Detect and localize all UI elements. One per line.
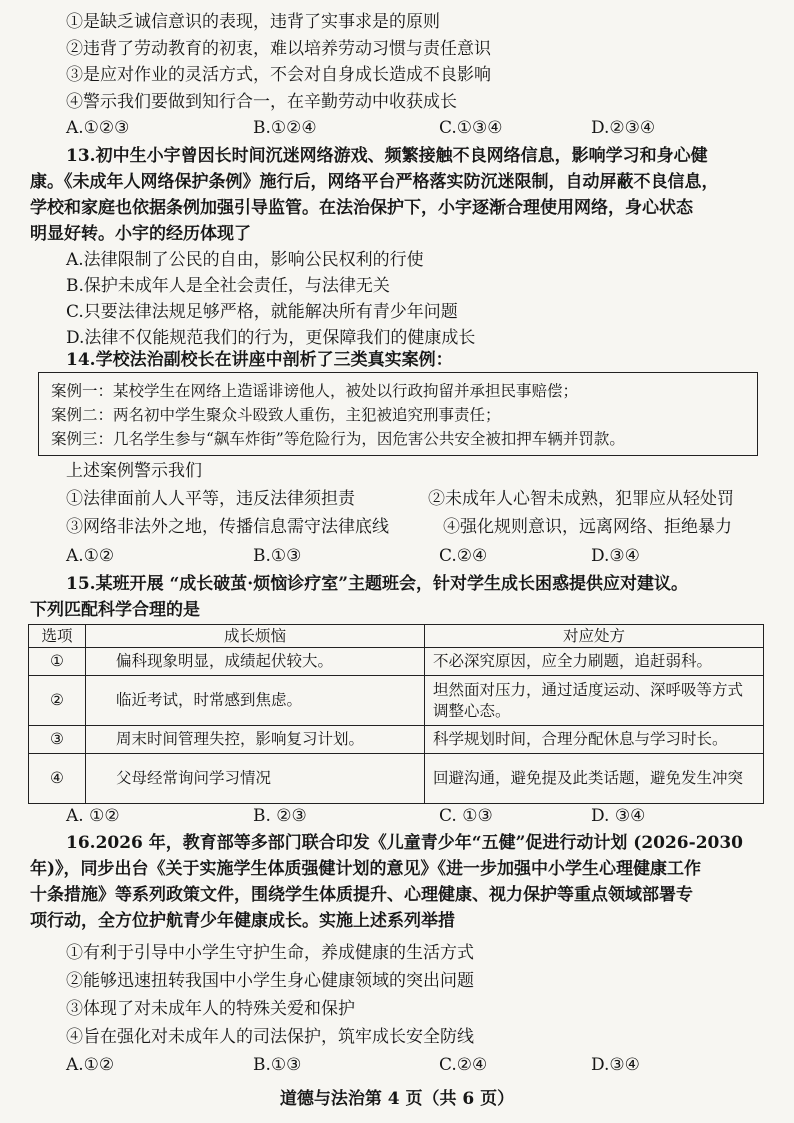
q16-option-d: D.③④	[591, 1055, 640, 1075]
q16-option-c: C.②④	[439, 1055, 488, 1075]
q14-options	[66, 545, 766, 567]
table-cell-option: ④	[29, 754, 86, 804]
q15-option-c: C. ①③	[439, 806, 493, 826]
table-cell-option: ①	[29, 648, 86, 676]
q13-stem-3: 学校和家庭也依据条例加强引导监管。在法治保护下，小宇逐渐合理使用网络，身心状态	[30, 198, 693, 218]
q13-option-d: D.法律不仅能规范我们的行为，更保障我们的健康成长	[66, 328, 476, 348]
table-cell-remedy: 回避沟通，避免提及此类话题，避免发生冲突	[425, 754, 764, 804]
table-row	[29, 648, 764, 676]
q14-case-box	[38, 372, 758, 456]
q16-item-3: ③体现了对未成年人的特殊关爱和保护	[66, 999, 355, 1019]
q14-case-3: 案例三：几名学生参与“飙车炸街”等危险行为，因危害公共安全被扣押车辆并罚款。	[51, 430, 625, 448]
q14-item-1: ①法律面前人人平等，违反法律须担责	[66, 489, 355, 509]
table-cell-trouble: 父母经常询问学习情况	[86, 754, 425, 804]
table-cell-trouble: 周末时间管理失控，影响复习计划。	[86, 726, 425, 754]
page-footer: 道德与法治第 4 页（共 6 页）	[279, 1089, 515, 1109]
q15-option-a: A. ①②	[66, 806, 120, 826]
table-row	[29, 726, 764, 754]
q13-stem-4: 明显好转。小宇的经历体现了	[30, 224, 251, 244]
q16-option-b: B.①③	[253, 1055, 302, 1075]
table-cell-remedy: 不必深究原因，应全力刷题，追赶弱科。	[425, 648, 764, 676]
table-cell-option: ③	[29, 726, 86, 754]
q14-option-a: A.①②	[66, 546, 115, 566]
q13-stem-2: 康。《未成年人网络保护条例》施行后，网络平台严格落实防沉迷限制，自动屏蔽不良信息，	[30, 172, 719, 192]
table-row	[29, 676, 764, 726]
q13-option-a: A.法律限制了公民的自由，影响公民权利的行使	[66, 250, 424, 270]
table-header-row	[29, 625, 764, 648]
q15-stem-1: 15.某班开展 “成长破茧·烦恼诊疗室”主题班会，针对学生成长困惑提供应对建议。	[66, 574, 688, 594]
q16-item-2: ②能够迅速扭转我国中小学生身心健康领域的突出问题	[66, 971, 474, 991]
q15-stem-2: 下列匹配科学合理的是	[30, 600, 200, 620]
q15-option-d: D. ③④	[591, 806, 646, 826]
q13-option-b: B.保护未成年人是全社会责任，与法律无关	[66, 276, 390, 296]
q14-option-c: C.②④	[439, 546, 488, 566]
q13-stem-1: 13.初中生小宇曾因长时间沉迷网络游戏、频繁接触不良网络信息，影响学习和身心健	[66, 146, 708, 166]
table-cell-trouble: 临近考试，时常感到焦虑。	[86, 676, 425, 726]
q16-item-1: ①有利于引导中小学生守护生命，养成健康的生活方式	[66, 943, 474, 963]
table-cell-trouble: 偏科现象明显，成绩起伏较大。	[86, 648, 425, 676]
q12-item-4: ④警示我们要做到知行合一，在辛勤劳动中收获成长	[66, 92, 457, 112]
q13-option-c: C.只要法律法规足够严格，就能解决所有青少年问题	[66, 302, 458, 322]
q14-lead: 上述案例警示我们	[66, 461, 202, 481]
q12-option-c: C.①③④	[439, 118, 503, 138]
q14-case-2: 案例二：两名初中学生聚众斗殴致人重伤，主犯被追究刑事责任；	[51, 406, 501, 424]
table-header: 成长烦恼	[86, 625, 425, 648]
q16-stem-3: 十条措施》等系列政策文件，围绕学生体质提升、心理健康、视力保护等重点领域部署专	[30, 885, 693, 905]
table-row	[29, 754, 764, 804]
q15-option-b: B. ②③	[253, 806, 307, 826]
q14-stem: 14.学校法治副校长在讲座中剖析了三类真实案例：	[66, 350, 453, 370]
q12-item-3: ③是应对作业的灵活方式，不会对自身成长造成不良影响	[66, 65, 491, 85]
q16-stem-4: 项行动，全方位护航青少年健康成长。实施上述系列举措	[30, 911, 455, 931]
table-header: 选项	[29, 625, 86, 648]
q12-options	[66, 117, 766, 139]
q16-stem-2: 年)》，同步出台《关于实施学生体质强健计划的意见》《进一步加强中小学生心理健康工作	[30, 859, 702, 879]
q14-option-d: D.③④	[591, 546, 640, 566]
table-cell-remedy: 科学规划时间，合理分配休息与学习时长。	[425, 726, 764, 754]
q12-item-1: ①是缺乏诚信意识的表现，违背了实事求是的原则	[66, 12, 440, 32]
q14-item-3: ③网络非法外之地，传播信息需守法律底线	[66, 517, 389, 537]
q14-option-b: B.①③	[253, 546, 302, 566]
q16-item-4: ④旨在强化对未成年人的司法保护，筑牢成长安全防线	[66, 1027, 474, 1047]
q14-item-4: ④强化规则意识，远离网络、拒绝暴力	[443, 517, 732, 537]
q16-stem-1: 16.2026 年，教育部等多部门联合印发《儿童青少年“五健”促进行动计划 (2026-2030	[66, 833, 744, 853]
q15-table	[28, 624, 764, 804]
q12-item-2: ②违背了劳动教育的初衷，难以培养劳动习惯与责任意识	[66, 39, 491, 59]
q16-options	[66, 1054, 766, 1076]
q12-option-b: B.①②④	[253, 118, 317, 138]
q14-item-2: ②未成年人心智未成熟，犯罪应从轻处罚	[428, 489, 734, 509]
q12-option-d: D.②③④	[591, 118, 656, 138]
q14-case-1: 案例一：某校学生在网络上造谣诽谤他人，被处以行政拘留并承担民事赔偿；	[51, 382, 579, 400]
q15-options	[66, 805, 766, 827]
q16-option-a: A.①②	[66, 1055, 115, 1075]
table-cell-option: ②	[29, 676, 86, 726]
table-cell-remedy: 坦然面对压力，通过适度运动、深呼吸等方式调整心态。	[425, 676, 764, 726]
table-header: 对应处方	[425, 625, 764, 648]
q12-option-a: A.①②③	[66, 118, 130, 138]
